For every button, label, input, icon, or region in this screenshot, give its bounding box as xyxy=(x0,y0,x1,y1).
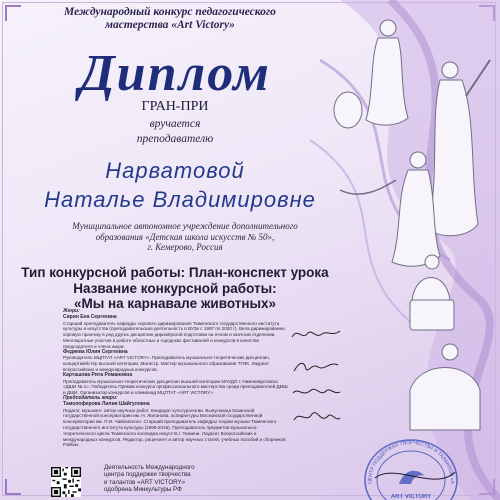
qr-code-icon xyxy=(51,467,81,497)
jury-member-name: Карташова Рита Романовна xyxy=(63,371,133,378)
footer-line4: одобрена Минкультуры РФ xyxy=(104,485,182,493)
recipient-surname: Нарватовой xyxy=(105,158,245,183)
signature-3 xyxy=(290,383,342,401)
recipient-name: Наталье Владимировне xyxy=(44,187,316,212)
jury-member-name: Тамолоферова Лилия Шайгуловна xyxy=(63,400,150,407)
institution xyxy=(60,221,310,253)
stamp-seal xyxy=(355,432,467,500)
seal-text: ЦЕНТР ПОДДЕРЖКИ ТВОРЧЕСТВА И ТАЛАНТОВ «A xyxy=(366,439,456,485)
jury-member-desc: Педагог, музыкант, автор научных работ. Кандидат культурологии. Выпускница Казанской государственной консерватории им. Н. Жиганова, аспирантуры Московской государственной консерватории им. П.И. Чайковского. Старший преподаватель кафедры теории музыки Тюменского государственного института культуры (1996-2016). Преподаватель предметов музыкально-теоретического цикла Тюменского колледжа искусств г. Тюмени. Лауреат Всероссийских и международных конкурсов. Редактор, рецензент и автор научных статей, учебных пособий и сборников Рэйбах. xyxy=(63,407,286,448)
diploma-title: Диплом xyxy=(79,45,271,102)
contest-title xyxy=(40,6,300,32)
signature-2 xyxy=(290,357,342,375)
work-info xyxy=(20,265,330,312)
seal-center-text: ART VICTORY xyxy=(390,494,432,500)
jury-title: Жюри: xyxy=(63,308,80,314)
jury-member-name: Сирин Ена Сергеевна xyxy=(63,313,117,320)
jury-chair-label: Председатель жюри: xyxy=(63,394,118,401)
recipient-role: преподавателю xyxy=(136,133,214,145)
jury-member-desc: Старший преподаватель кафедры хорового дирижирования Тюменского государственного института культуры и искусства (преподавательская деятельность в ВУЗе с 1997 по 2020 г). Вела дирижирование, хоровую практику в ряд других дисциплин дирижёрской подготовки на очном и заочном отделении. Многократные участия в работе областных и городских фестивалей и конкурсов в качестве председателя и члена жюри. xyxy=(63,320,286,349)
institution-line3: г. Кемерово, Россия xyxy=(147,242,223,252)
footer-line2: центра поддержки творчества xyxy=(104,471,191,479)
work-name-label: Название конкурсной работы: xyxy=(73,280,277,296)
work-type: Тип конкурсной работы: План-конспект урока xyxy=(21,265,329,280)
signature-1 xyxy=(290,325,342,343)
jury-section xyxy=(63,309,288,448)
jury-member-name: Федяева Юлия Сергеевна xyxy=(63,348,128,355)
jury-member-desc: Руководитель МЦПТАТ «ART VICTORY». Преподаватель музыкально-теоретических дисциплин, концертмейстер высшей категории. Магистр. Мастер музыкального образования ТГИК. Лауреат всероссийских и международных конкурсов. xyxy=(63,355,271,372)
award-level: ГРАН-ПРИ xyxy=(141,99,209,114)
awarded-text: вручается xyxy=(149,118,201,130)
jury-member-desc: Преподаватель музыкально-теоретических дисциплин высшей категории МАУДО г. Нижневартовска «ДШИ № 1». Победитель Премии конкурса профессионального мастерства среди преподавателей ДМШ и ДШИ. Организатор конкурсов и олимпиад МЦПТАТ «ART VICTORY». xyxy=(63,378,288,396)
contest-title-line2: мастерства «Art Victory» xyxy=(105,19,235,31)
footer-line3: и талантов «ART VICTORY» xyxy=(104,478,186,486)
corner-ornament xyxy=(5,5,21,21)
corner-ornament xyxy=(5,479,21,495)
footer-line1: Деятельность Международного xyxy=(104,464,195,471)
footer-approval xyxy=(104,464,204,493)
signature-4 xyxy=(290,408,342,426)
contest-title-line1: Международный конкурс педагогического xyxy=(64,6,276,18)
institution-line2: образования «Детская школа искусств № 50», xyxy=(95,231,275,242)
institution-line1: Муниципальное автономное учреждение дополнительного xyxy=(72,221,298,231)
work-name-value: «Мы на карнавале животных» xyxy=(73,296,277,311)
